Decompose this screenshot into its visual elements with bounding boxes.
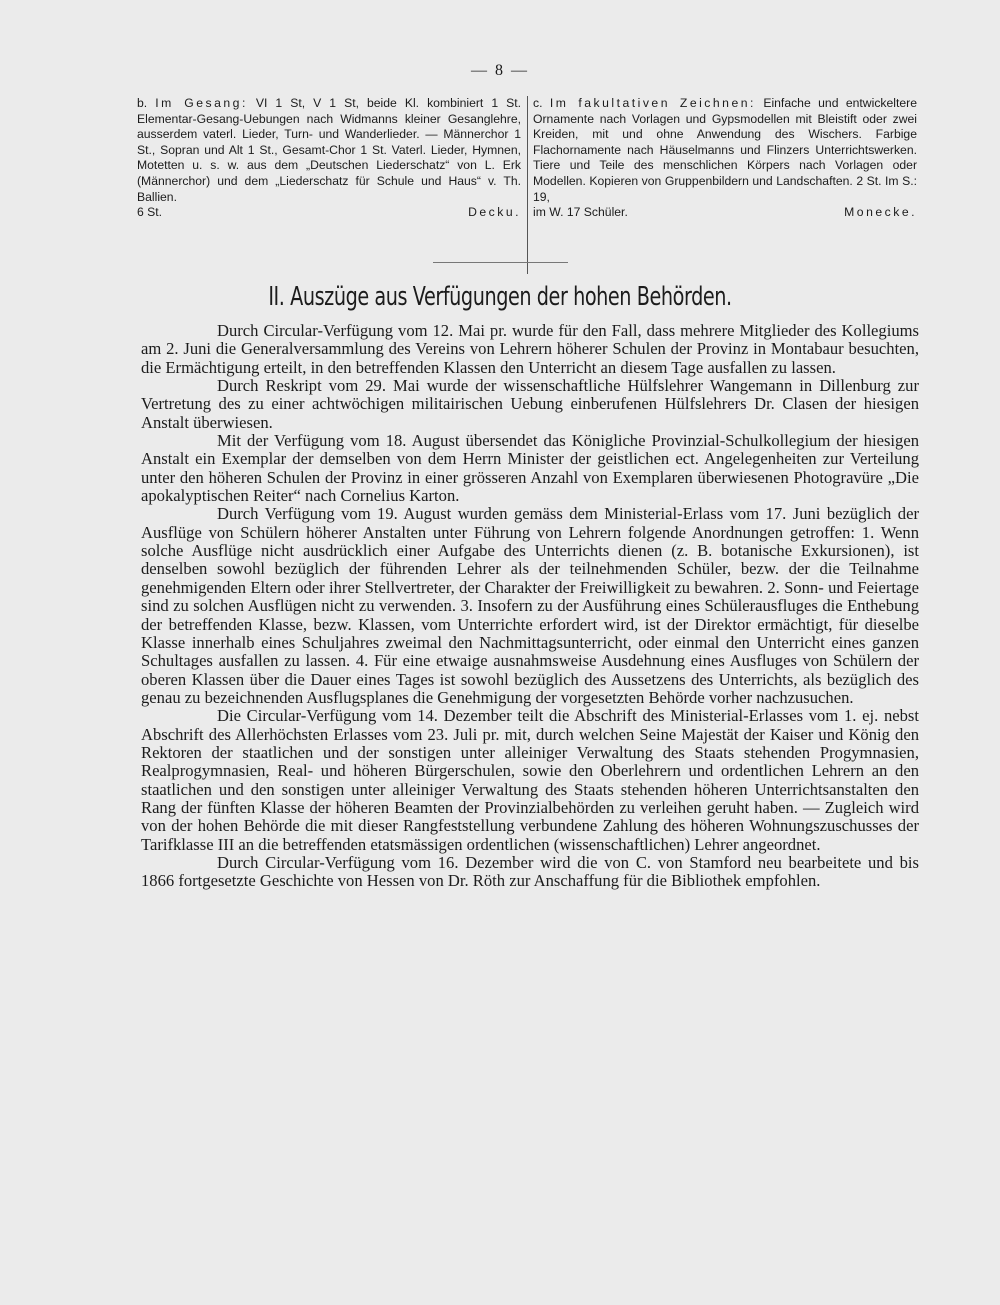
left-column-last-line (137, 205, 521, 221)
right-column-last-line (533, 205, 917, 221)
right-lead-letter: c. (533, 96, 543, 110)
section-heading: II. Auszüge aus Verfügungen der hohen Behörden. (268, 282, 732, 312)
section-divider (433, 262, 568, 263)
left-column-text: VI 1 St, V 1 St, beide Kl. kombiniert 1 St. Elementar-Gesang-Uebungen nach Widmanns kleiner Gesanglehre, ausserdem vaterl. Lieder, Turn- und Wanderlieder. — Männerchor 1 St., Sopran und Alt 1 St., Gesamt-Chor 1 St. Vaterl. Lieder, Hymnen, Motetten u. s. w. aus dem „Deutschen Liederschatz“ von L. Erk (Männerchor) und dem „Liederschatz für Schule und Haus“ v. Th. Ballien. (137, 96, 522, 204)
paragraph: Durch Circular-Verfügung vom 12. Mai pr. wurde für den Fall, dass mehrere Mitglieder des Kollegiums am 2. Juni die Generalversammlung des Vereins von Lehrern höherer Schulen der Provinz in Montabaur besuchten, die Ermächtigung erteilt, in den betreffenden Klassen den Unterricht an diesem Tage ausfallen zu lassen. (141, 321, 919, 377)
paragraph: Die Circular-Verfügung vom 14. Dezember teilt die Abschrift des Ministerial-Erlasses vom 1. ej. nebst Abschrift des Allerhöchsten Erlasses vom 23. Juli pr. mit, durch welchen Seine Majestät der Kaiser und König den Rektoren der staatlichen und der sonstigen unter alleiniger Verwaltung des Staats stehenden Progymnasien, Realprogymnasien, Real- und höheren Bürgerschulen, sowie den Oberlehrern und ordentlichen Lehrern an den staatlichen und den sonstigen unter alleiniger Verwaltung des Staats stehenden höheren Unterrichtsanstalten den Rang der fünften Klasse der höheren Beamten der Provinzialbehörden zu verleihen geruht haben. — Zugleich wird von der hohen Behörde die mit dieser Rangfeststellung verbundene Zahlung des höheren Wohnungszuschusses der Tarifklasse III an die betreffenden etatsmässigen ordentlichen (wissenschaftlichen) Lehrer angeordnet. (141, 706, 919, 854)
left-signature: Decku. (468, 205, 521, 220)
paragraph: Durch Circular-Verfügung vom 16. Dezember wird die von C. von Stamford neu bearbeitete und bis 1866 fortgesetzte Geschichte von Hessen von Dr. Röth zur Anschaffung für die Bibliothek empfohlen. (141, 852, 919, 891)
two-column-block (137, 96, 927, 276)
left-last-line-text: 6 St. (137, 205, 163, 220)
right-lead-title: Im fakultativen Zeichnen: (549, 96, 756, 110)
page-number: — 8 — (471, 62, 529, 79)
left-lead-letter: b. (137, 96, 148, 110)
left-column-gesang (137, 96, 521, 221)
right-last-line-text: im W. 17 Schüler. (533, 205, 628, 220)
right-column-zeichnen (533, 96, 917, 221)
right-signature: Monecke. (844, 205, 917, 220)
column-rule (527, 96, 528, 274)
paragraph: Durch Reskript vom 29. Mai wurde der wissenschaftliche Hülfslehrer Wangemann in Dillenburg zur Vertretung des zu einer achtwöchigen militairischen Uebung einberufenen Hülfslehrers Dr. Clasen der hiesigen Anstalt überwiesen. (141, 376, 919, 432)
body-text (141, 322, 919, 891)
right-column-text: Einfache und entwickeltere Ornamente nach Vorlagen und Gypsmodellen mit Bleistift oder zwei Kreiden, mit und ohne Anwendung des Wischers. Farbige Flachornamente nach Häuselmanns und Flinzers Unterrichtswerken. Tiere und Teile des menschlichen Körpers nach Vorlagen oder Modellen. Kopieren von Gruppenbildern und Landschaften. 2 St. Im S.: 19, (533, 96, 917, 204)
left-lead-title: Im Gesang: (155, 96, 248, 110)
paragraph: Mit der Verfügung vom 18. August übersendet das Königliche Provinzial-Schulkollegium der hiesigen Anstalt ein Exemplar der demselben von dem Herrn Minister der geistlichen ect. Angelegenheiten zur Verteilung unter den höheren Schulen der Provinz in einer grösseren Anzahl von Exemplaren überwiesenen Photogravüre „Die apokalyptischen Reiter“ nach Cornelius Karton. (141, 431, 919, 506)
paragraph: Durch Verfügung vom 19. August wurden gemäss dem Ministerial-Erlass vom 17. Juni bezüglich der Ausflüge von Schülern höherer Anstalten unter Führung von Lehrern folgende Anordnungen getroffen: 1. Wenn solche Ausflüge nicht ausdrücklich einer Aufgabe des Unterrichts dienen (z. B. botanische Exkursionen), ist denselben sowohl bezüglich der führenden Lehrer als der teilnehmenden Schüler, bezw. der die Teilnahme genehmigenden Eltern oder ihrer Stellvertreter, der Charakter der Freiwilligkeit zu bewahren. 2. Sonn- und Feiertage sind zu solchen Ausflügen nicht zu verwenden. 3. Insofern zu der Ausführung eines Schülerausfluges die Enthebung der betreffenden Klasse, bezw. Klassen, vom Unterrichte erfordert wird, ist der Direktor ermächtigt, für dieselbe Klasse innerhalb eines Schuljahres zweimal den Nachmittagsunterricht, oder einmal den Unterricht eines ganzen Schultages ausfallen zu lassen. 4. Für eine etwaige ausnahmsweise Ausdehnung eines Ausfluges von Schülern der oberen Klassen über die Dauer eines Tages ist sowohl bezüglich des Aussetzens des Unterrichts, als bezüglich des genau zu bezeichnenden Ausflugsplanes die Genehmigung der vorgesetzten Behörde vorher nachzusuchen. (141, 504, 919, 707)
